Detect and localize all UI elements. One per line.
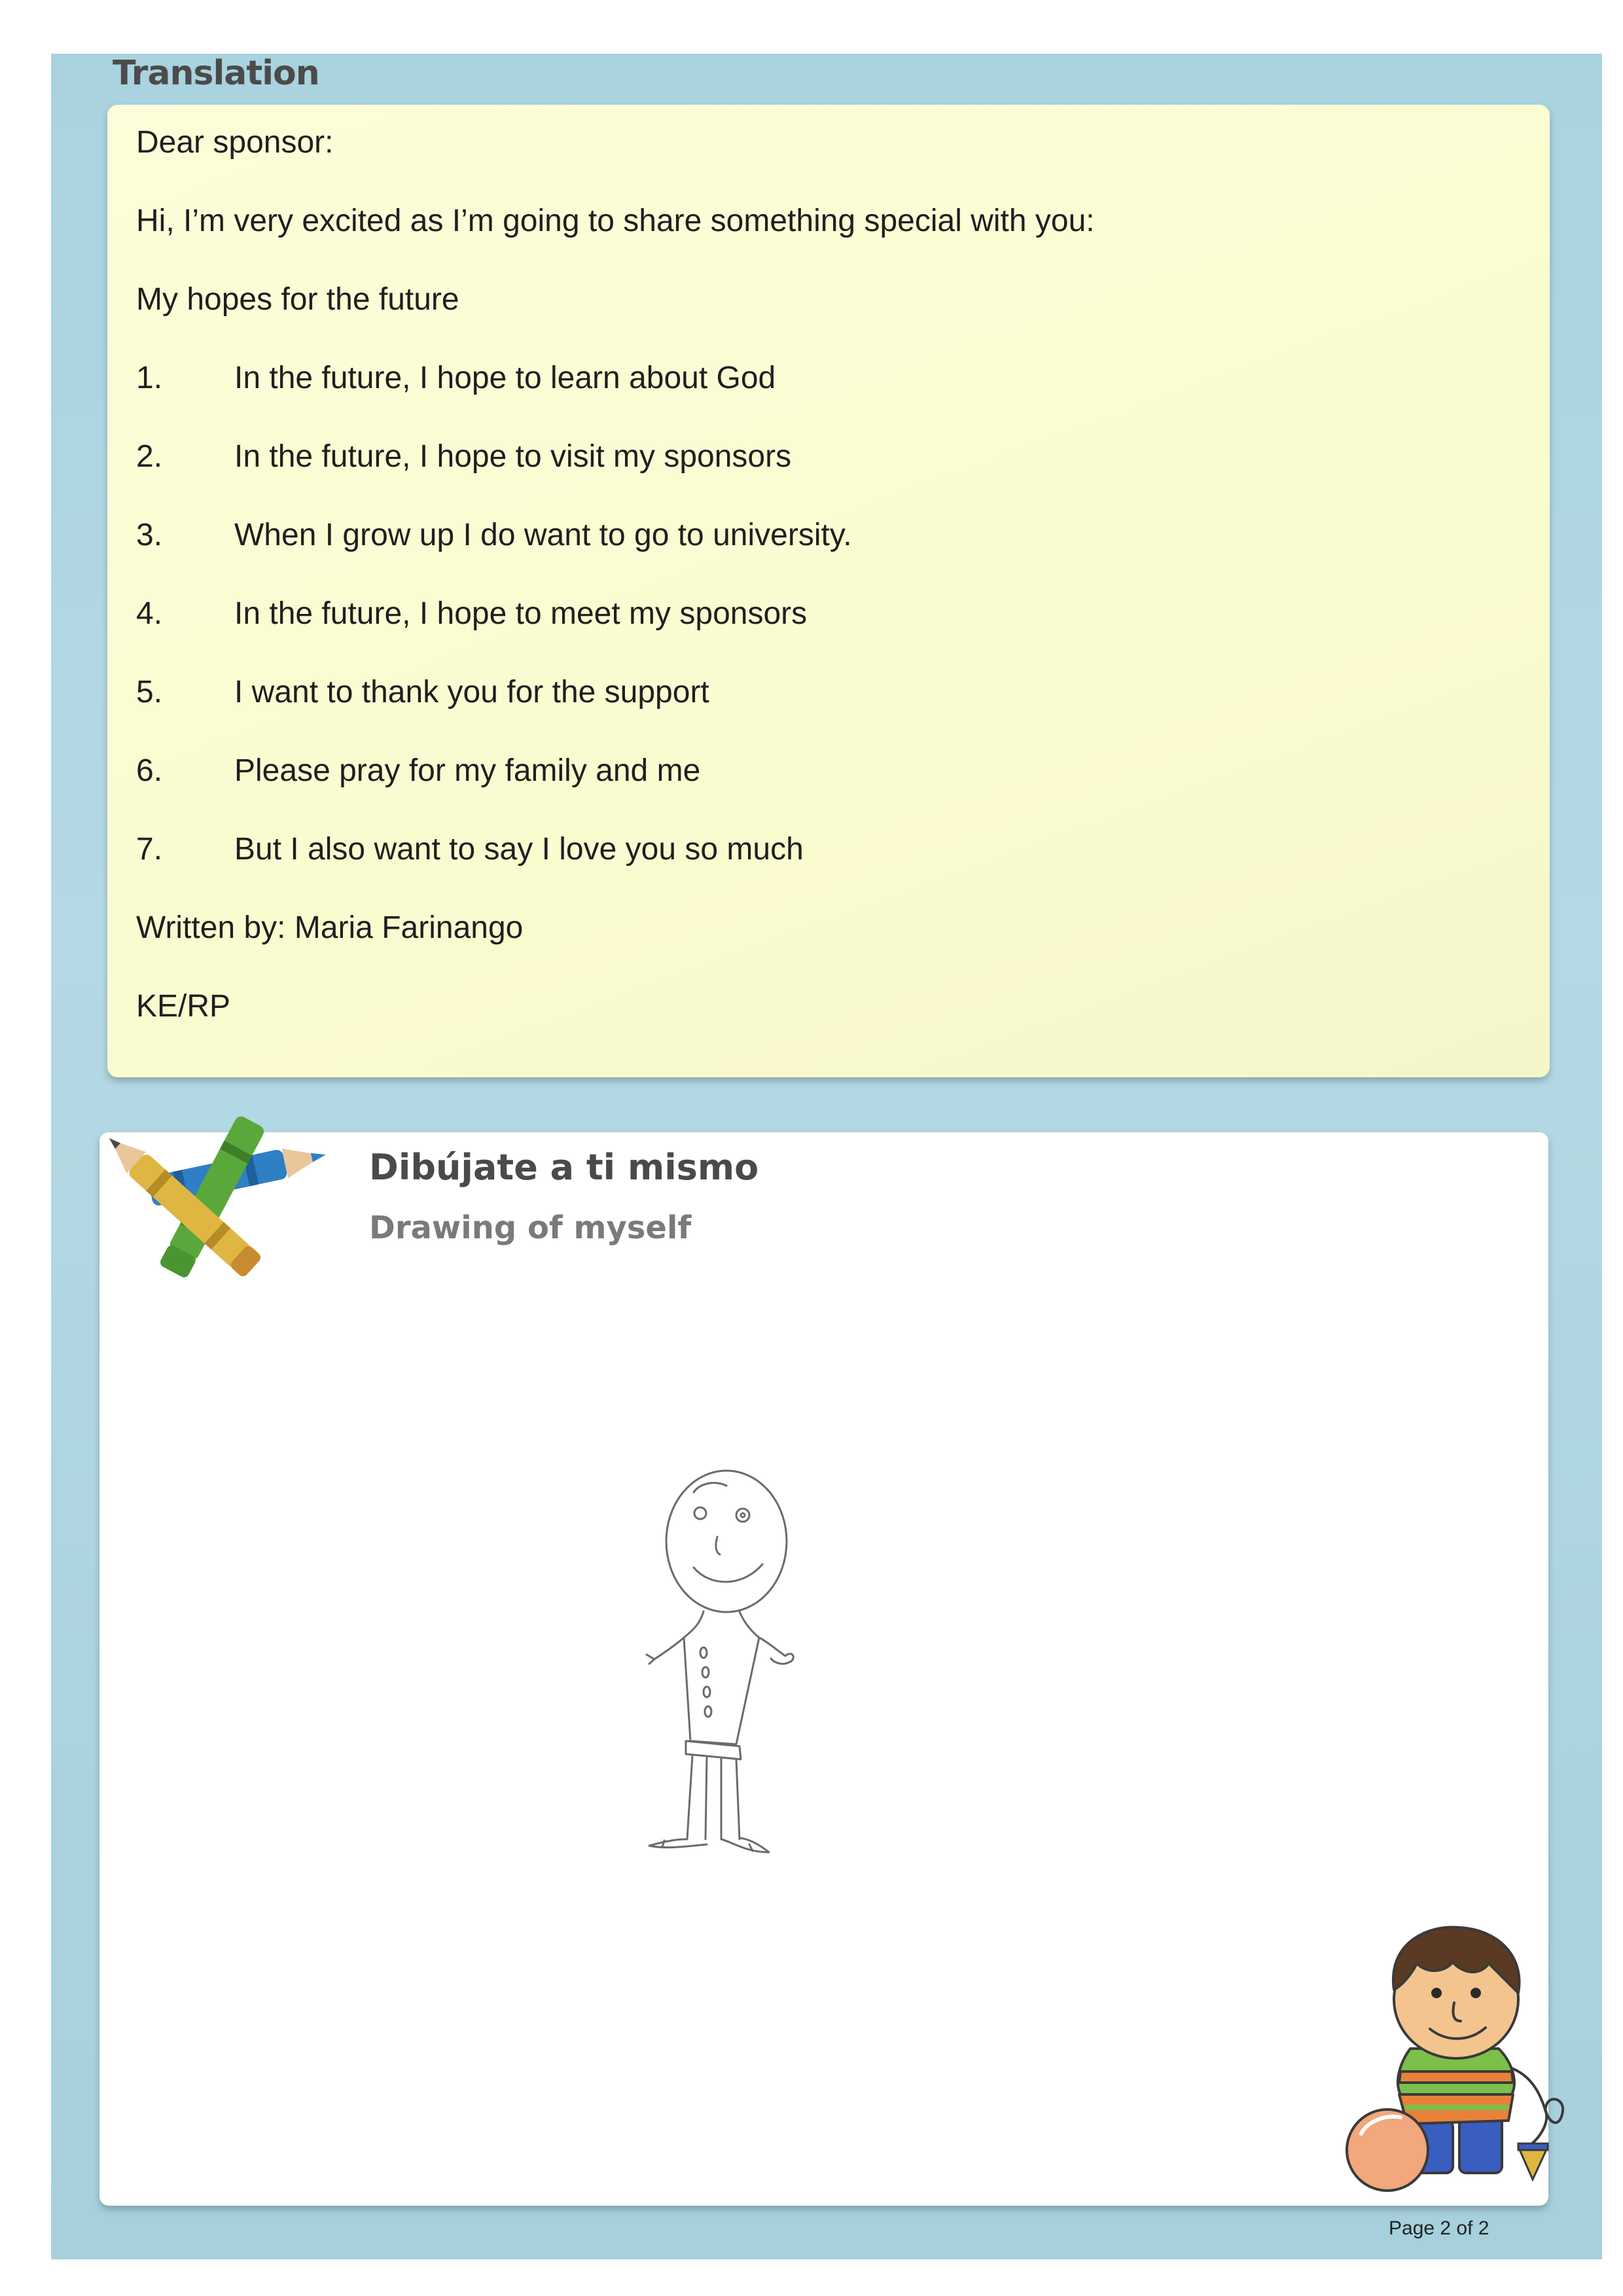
list-item-text: I want to thank you for the support: [234, 675, 709, 709]
page-number: Page 2 of 2: [1389, 2217, 1489, 2239]
letter-signature: Written by: Maria Farinango: [136, 910, 524, 945]
list-item-number: 7.: [136, 832, 163, 867]
list-item-text: In the future, I hope to meet my sponsors: [234, 596, 808, 631]
list-item-text: When I grow up I do want to go to university.: [234, 518, 852, 552]
list-item-number: 5.: [136, 675, 163, 709]
letter-intro: Hi, I’m very excited as I’m going to share something special with you:: [136, 204, 1095, 238]
list-item-text: In the future, I hope to visit my sponsors: [234, 439, 792, 474]
child-drawing: [602, 1466, 812, 1872]
list-item-text: In the future, I hope to learn about God: [234, 361, 776, 395]
translation-heading: Translation: [113, 54, 319, 93]
list-item-text: But I also want to say I love you so much: [234, 832, 804, 867]
boy-with-ball-illustration: [1302, 1911, 1577, 2199]
list-item-number: 3.: [136, 518, 163, 552]
list-item-number: 6.: [136, 753, 163, 788]
letter-subtitle: My hopes for the future: [136, 282, 459, 317]
list-item-number: 1.: [136, 361, 163, 395]
drawing-title-en: Drawing of myself: [369, 1210, 692, 1246]
spinning-top-icon: [1518, 2144, 1548, 2179]
letter-greeting: Dear sponsor:: [136, 125, 334, 160]
letter-initials: KE/RP: [136, 989, 231, 1024]
list-item-number: 4.: [136, 596, 163, 631]
drawing-title-es: Dibújate a ti mismo: [369, 1147, 759, 1188]
list-item-number: 2.: [136, 439, 163, 474]
list-item-text: Please pray for my family and me: [234, 753, 701, 788]
crayons-icon: [79, 1100, 353, 1296]
